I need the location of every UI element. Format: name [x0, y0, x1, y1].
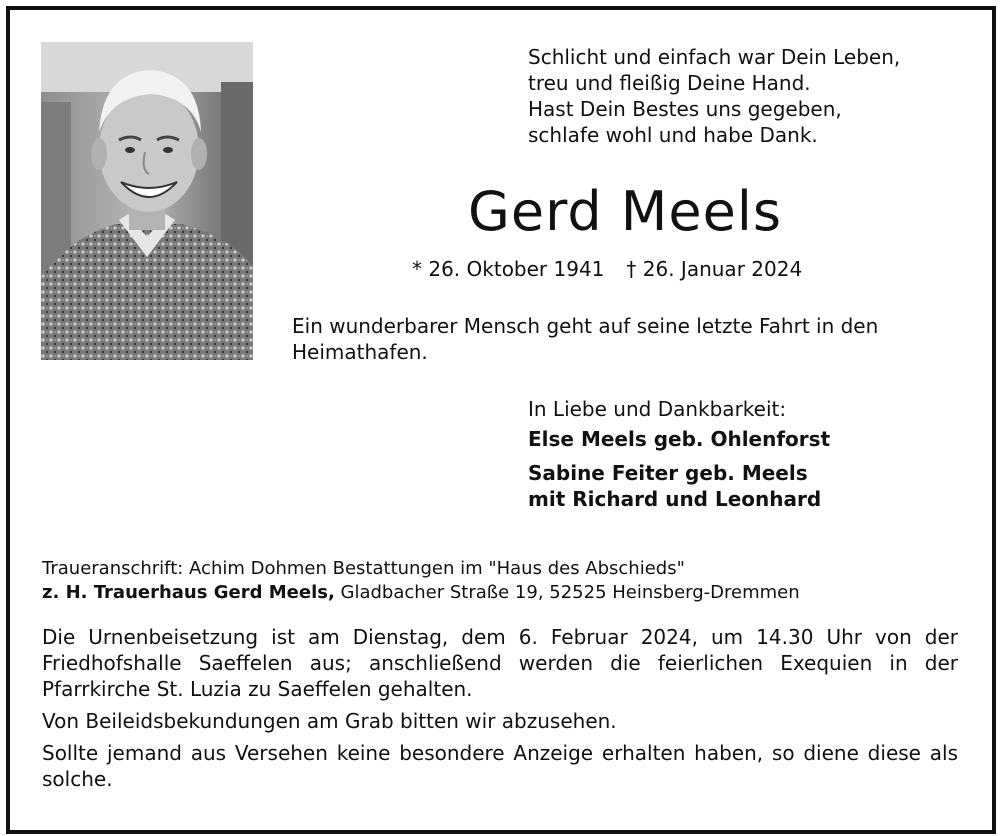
address-recipient: z. H. Trauerhaus Gerd Meels, — [42, 582, 335, 603]
family-member: Sabine Feiter geb. Meels — [528, 461, 808, 485]
memorial-poem — [528, 44, 900, 148]
family-member: Else Meels geb. Ohlenforst — [528, 427, 831, 451]
life-dates — [412, 256, 802, 282]
poem-line: Schlicht und einfach war Dein Leben, — [528, 45, 901, 69]
notice-disclaimer: Sollte jemand aus Versehen keine besondere Anzeige erhalten haben, so diene diese als solche. — [42, 741, 958, 791]
address-line-2 — [42, 581, 800, 605]
mourning-address — [42, 557, 800, 605]
address-street: Gladbacher Straße 19, 52525 Heinsberg-Dremmen — [334, 582, 800, 603]
poem-line: schlafe wohl und habe Dank. — [528, 123, 818, 147]
death-date: † 26. Januar 2024 — [626, 257, 803, 281]
poem-line: Hast Dein Bestes uns gegeben, — [528, 97, 842, 121]
family-intro: In Liebe und Dankbarkeit: — [528, 397, 787, 421]
poem-line: treu und fleißig Deine Hand. — [528, 71, 811, 95]
funeral-notes — [42, 624, 958, 798]
address-line-1: Traueranschrift: Achim Dohmen Bestattungen im "Haus des Abschieds" — [42, 558, 685, 579]
birth-date: * 26. Oktober 1941 — [412, 257, 605, 281]
tagline: Ein wunderbarer Mensch geht auf seine letzte Fahrt in den Heimathafen. — [292, 314, 879, 364]
family-member: mit Richard und Leonhard — [528, 487, 822, 511]
burial-info: Die Urnenbeisetzung ist am Dienstag, dem 6. Februar 2024, um 14.30 Uhr von der Friedhofshalle Saeffelen aus; anschließend werden die feierlichen Exequien in der Pfarrkirche St. Luzia zu Saeffelen gehalten. — [42, 625, 958, 701]
family-signature — [528, 396, 830, 512]
deceased-name: Gerd Meels — [468, 180, 782, 243]
condolence-note: Von Beileidsbekundungen am Grab bitten wir abzusehen. — [42, 709, 617, 733]
